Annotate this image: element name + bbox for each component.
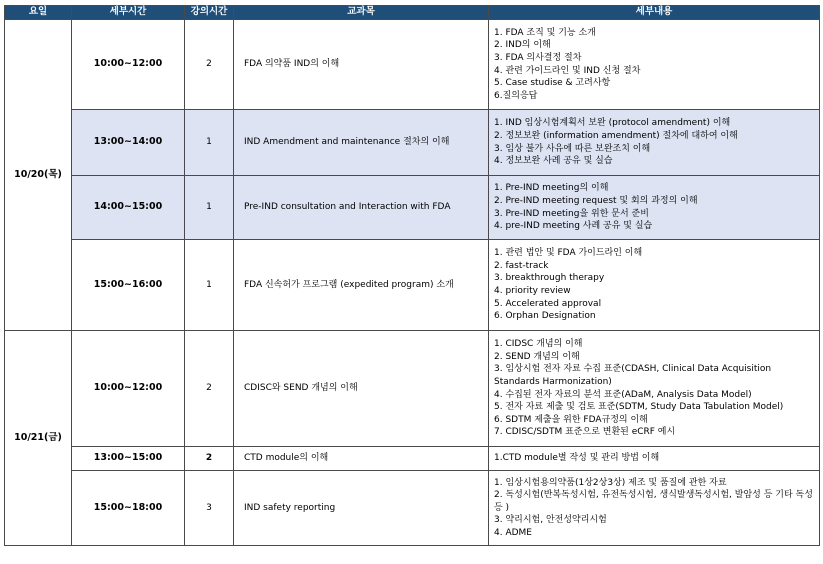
table-row (5, 20, 820, 110)
time-cell: 15:00~16:00 (72, 240, 185, 331)
hours-cell: 2 (185, 447, 234, 471)
details-cell (489, 447, 820, 471)
detail-line: 4. 수집된 전자 자료의 분석 표준(ADaM, Analysis Data Model) (494, 389, 752, 400)
hours-cell: 1 (185, 110, 234, 176)
hours-cell: 2 (185, 20, 234, 110)
header-details: 세부내용 (489, 6, 820, 20)
details-cell (489, 20, 820, 110)
hours-cell: 2 (185, 331, 234, 447)
detail-line: 4. pre-IND meeting 사례 공유 및 실습 (494, 221, 653, 232)
hours-cell: 3 (185, 471, 234, 546)
table-row (5, 447, 820, 471)
details-cell (489, 110, 820, 176)
detail-line: 3. Pre-IND meeting을 위한 문서 준비 (494, 208, 649, 219)
detail-line: 5. 전자 자료 제출 및 검토 표준(SDTM, Study Data Tabulation Model) (494, 402, 784, 413)
header-row (5, 6, 820, 20)
detail-line: 3. breakthrough therapy (494, 273, 605, 284)
subject-cell: CDISC와 SEND 개념의 이해 (234, 331, 489, 447)
detail-line: 6. Orphan Designation (494, 311, 596, 322)
time-cell: 15:00~18:00 (72, 471, 185, 546)
time-cell: 10:00~12:00 (72, 331, 185, 447)
subject-cell: IND Amendment and maintenance 절차의 이해 (234, 110, 489, 176)
detail-line: 2. Pre-IND meeting request 및 회의 과정의 이해 (494, 195, 698, 206)
detail-line: 3. 약리시험, 안전성약리시험 (494, 515, 607, 526)
time-cell: 13:00~14:00 (72, 110, 185, 176)
table-row (5, 240, 820, 331)
detail-line: 4. 관련 가이드라인 및 IND 신청 절차 (494, 65, 641, 76)
subject-cell: FDA 의약품 IND의 이해 (234, 20, 489, 110)
hours-cell: 1 (185, 240, 234, 331)
detail-line: 3. 임상시험 전자 자료 수집 표준(CDASH, Clinical Data Acquisition Standards Harmonization) (494, 364, 772, 387)
detail-line: 2. 정보보완 (information amendment) 절차에 대하여 이해 (494, 130, 738, 141)
course-schedule-table (4, 5, 820, 546)
details-cell (489, 471, 820, 546)
time-cell: 10:00~12:00 (72, 20, 185, 110)
time-cell: 14:00~15:00 (72, 176, 185, 240)
time-cell: 13:00~15:00 (72, 447, 185, 471)
detail-line: 1. CIDSC 개념의 이해 (494, 339, 583, 350)
detail-line: 2. SEND 개념의 이해 (494, 351, 580, 362)
detail-line: 7. CDISC/SDTM 표준으로 변환된 eCRF 예시 (494, 427, 676, 438)
header-lecture-hours: 강의시간 (185, 6, 234, 20)
detail-line: 4. priority review (494, 286, 571, 296)
detail-line: 1. 관련 법안 및 FDA 가이드라인 이해 (494, 248, 643, 259)
table-row (5, 110, 820, 176)
subject-cell: FDA 신속허가 프로그램 (expedited program) 소개 (234, 240, 489, 331)
detail-line: 1.CTD module별 작성 및 관리 방법 이해 (494, 453, 660, 464)
header-time-slot: 세부시간 (72, 6, 185, 20)
details-cell (489, 331, 820, 447)
detail-line: 4. 정보보완 사례 공유 및 실습 (494, 156, 613, 167)
detail-line: 1. IND 임상시험계획서 보완 (protocol amendment) 이해 (494, 118, 731, 129)
detail-line: 3. FDA 의사결정 절차 (494, 52, 582, 63)
detail-line: 1. FDA 조직 및 기능 소개 (494, 27, 596, 38)
detail-line: 5. Accelerated approval (494, 298, 602, 309)
hours-cell: 1 (185, 176, 234, 240)
table-row (5, 176, 820, 240)
detail-line: 1. Pre-IND meeting의 이해 (494, 183, 609, 194)
table-row (5, 331, 820, 447)
detail-line: 2. IND의 이해 (494, 40, 551, 51)
detail-line: 6. SDTM 제출을 위한 FDA규정의 이해 (494, 414, 648, 425)
detail-line: 1. 임상시험용의약품(1상2상3상) 제조 및 품질에 관한 자료 (494, 477, 727, 488)
detail-line: 4. ADME (494, 527, 532, 538)
header-day: 요일 (5, 6, 72, 20)
header-subject: 교과목 (234, 6, 489, 20)
day-cell: 10/20(목) (5, 20, 72, 331)
detail-line: 2. 독성시험(반복독성시험, 유전독성시험, 생식발생독성시험, 발암성 등 기타 독성 등 ) (494, 490, 813, 513)
subject-cell: CTD module의 이해 (234, 447, 489, 471)
subject-cell: Pre-IND consultation and Interaction with FDA (234, 176, 489, 240)
detail-line: 5. Case studise & 고려사항 (494, 78, 611, 89)
table-row (5, 471, 820, 546)
details-cell (489, 176, 820, 240)
day-cell: 10/21(금) (5, 331, 72, 546)
detail-line: 2. fast-track (494, 260, 549, 271)
detail-line: 6.질의응답 (494, 90, 538, 101)
details-cell (489, 240, 820, 331)
subject-cell: IND safety reporting (234, 471, 489, 546)
detail-line: 3. 임상 불가 사유에 따른 보완조치 이해 (494, 143, 651, 154)
